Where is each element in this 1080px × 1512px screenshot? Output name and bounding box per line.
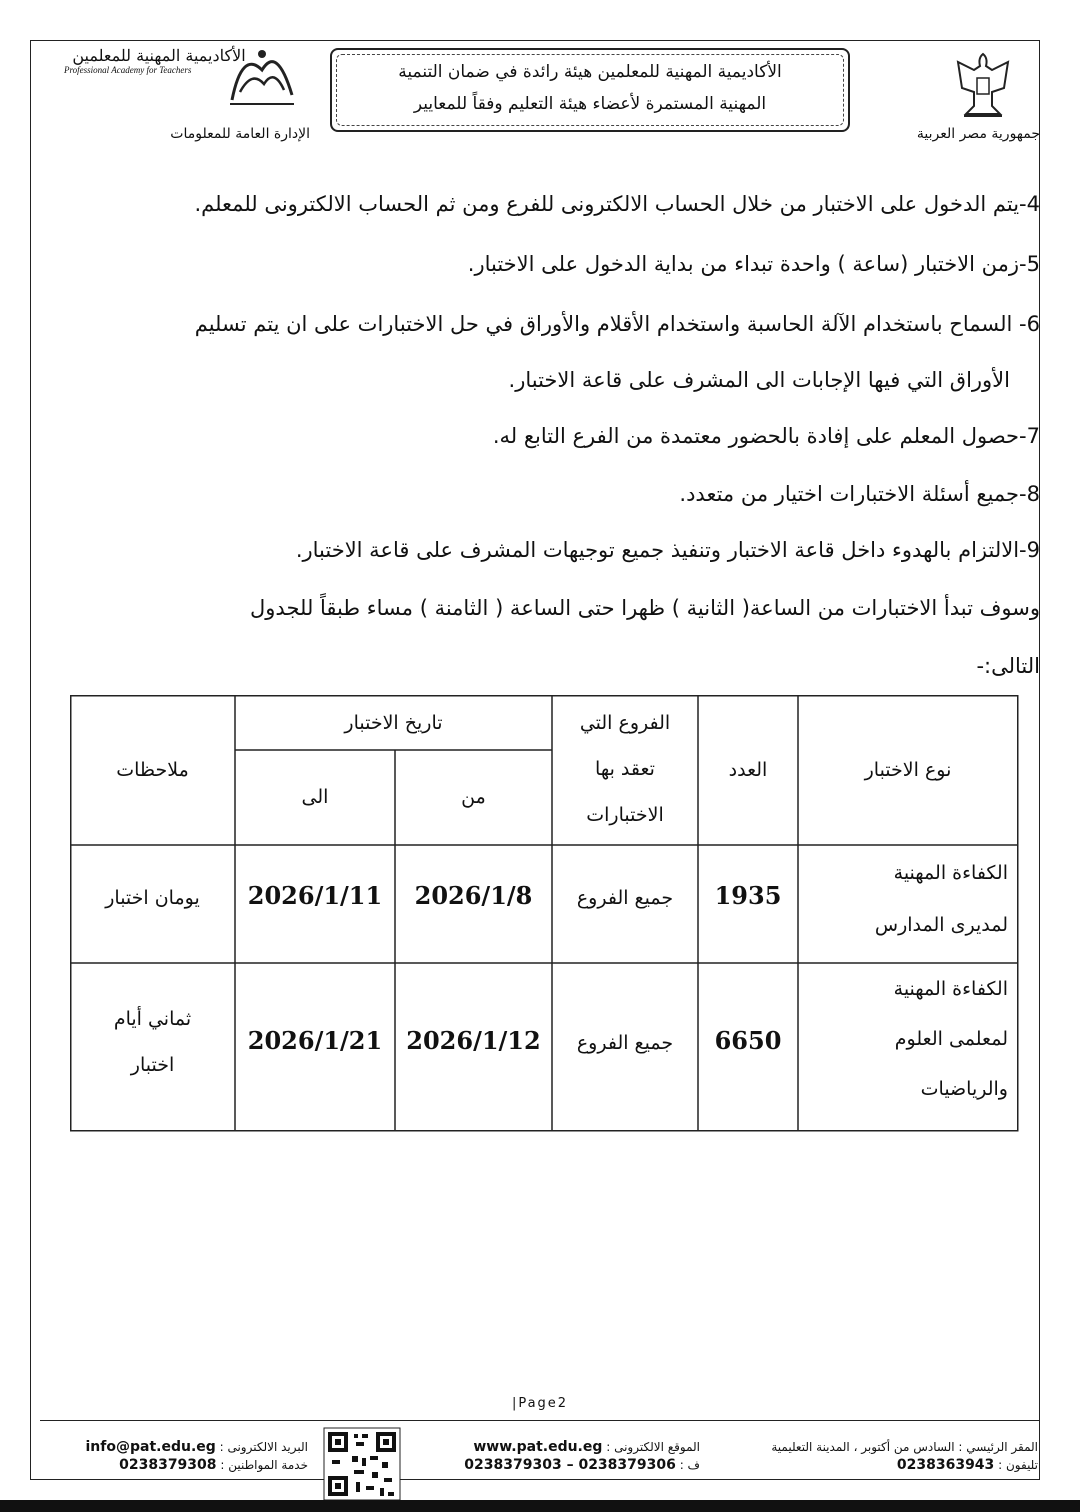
rule-6-line-1: 6- السماح باستخدام الآلة الحاسبة واستخدام الأقلام والأوراق في حل الاختبارات على ان يتم تسليم <box>194 312 1040 336</box>
department-name: الإدارة العامة للمعلومات <box>170 126 310 142</box>
motto-line-2: المهنية المستمرة لأعضاء هيئة التعليم وفقاً للمعايير <box>413 94 767 114</box>
row1-type-line-2: لمديرى المدارس <box>874 914 1008 936</box>
row2-branches: جميع الفروع <box>576 1032 674 1054</box>
header-branches-line-2: تعقد بها <box>595 758 655 780</box>
header-exam-type: نوع الاختبار <box>864 759 952 781</box>
row2-to-date: 2026/1/21 <box>247 1026 383 1055</box>
row1-count: 1935 <box>714 881 782 910</box>
footer-email-label: البريد الالكترونى : <box>219 1440 308 1454</box>
row2-count: 6650 <box>714 1026 782 1055</box>
row1-branches: جميع الفروع <box>576 887 674 909</box>
footer-fax-block <box>464 1456 700 1475</box>
footer-phone: 0238363943 <box>896 1457 995 1473</box>
page-number: |Page2 <box>511 1396 569 1411</box>
row2-type-line-1: الكفاءة المهنية <box>893 978 1008 1000</box>
footer-phone-block <box>897 1456 1038 1475</box>
exam-schedule-table <box>70 695 1020 1132</box>
row2-notes-line-1: ثماني أيام <box>113 1008 192 1030</box>
footer-hq: المقر الرئيسي : السادس من أكتوبر ، المدينة التعليمية <box>771 1440 1038 1454</box>
row1-from-date: 2026/1/8 <box>414 881 533 910</box>
row2-from-date: 2026/1/12 <box>406 1026 541 1055</box>
row2-notes-line-2: اختبار <box>130 1054 175 1076</box>
schedule-text-line-2: التالى:- <box>976 654 1040 678</box>
footer-email-link[interactable]: info@pat.edu.eg <box>85 1439 216 1455</box>
row2-type-line-2: لمعلمى العلوم <box>894 1028 1008 1050</box>
country-name: جمهورية مصر العربية <box>916 126 1040 142</box>
academy-seal-icon <box>222 40 302 110</box>
motto-line-1: الأكاديمية المهنية للمعلمين هيئة رائدة في ضمان التنمية <box>398 62 782 82</box>
logo-english: Professional Academy for Teachers <box>64 65 192 75</box>
header-to: الى <box>301 786 329 808</box>
header-branches-line-3: الاختبارات <box>586 804 664 826</box>
rule-7: 7-حصول المعلم على إفادة بالحضور معتمدة من الفرع التابع له. <box>492 424 1040 448</box>
motto-box <box>330 48 850 132</box>
header-notes: ملاحظات <box>116 759 189 781</box>
footer-citizen-block <box>119 1456 308 1475</box>
rule-9: 9-الالتزام بالهدوء داخل قاعة الاختبار وتنفيذ جميع توجيهات المشرف على قاعة الاختبار. <box>295 538 1040 562</box>
row1-type-line-1: الكفاءة المهنية <box>893 862 1008 884</box>
header-count: العدد <box>728 759 768 781</box>
header-exam-date: تاريخ الاختبار <box>344 712 443 734</box>
footer-website-link[interactable]: www.pat.edu.eg <box>473 1439 603 1455</box>
footer-email-block <box>86 1438 309 1457</box>
schedule-text-line-1: وسوف تبدأ الاختبارات من الساعة( الثانية ) ظهرا حتى الساعة ( الثامنة ) مساء طبقاً للجدول <box>250 596 1040 620</box>
rule-8: 8-جميع أسئلة الاختبارات اختيار من متعدد. <box>679 482 1040 506</box>
logo-arabic: الأكاديمية المهنية للمعلمين <box>72 46 246 65</box>
rule-5: 5-زمن الاختبار (ساعة ) واحدة تبداء من بداية الدخول على الاختبار. <box>467 252 1040 276</box>
qr-code-icon <box>322 1426 402 1502</box>
scan-bottom-edge <box>0 1500 1080 1512</box>
footer-fax: 0238379306 – 0238379303 <box>464 1457 676 1473</box>
footer-divider <box>40 1420 1040 1421</box>
footer-website-block <box>473 1438 700 1457</box>
row1-notes: يومان اختبار <box>105 887 200 909</box>
rule-4: 4-يتم الدخول على الاختبار من خلال الحساب الالكترونى للفرع ومن ثم الحساب الالكترونى للمعلم. <box>194 192 1040 216</box>
header-branches-line-1: الفروع التي <box>579 712 671 734</box>
footer-fax-label: ف : <box>679 1458 700 1472</box>
rule-6-line-2: الأوراق التي فيها الإجابات الى المشرف على قاعة الاختبار. <box>508 368 1010 392</box>
row1-to-date: 2026/1/11 <box>247 881 383 910</box>
footer-citizen-label: خدمة المواطنين : <box>220 1458 308 1472</box>
egypt-eagle-emblem-icon <box>948 48 1018 122</box>
row2-type-line-3: والرياضيات <box>920 1078 1008 1100</box>
footer-citizen-phone: 0238379308 <box>119 1457 217 1473</box>
footer-phone-label: تليفون : <box>998 1458 1038 1472</box>
footer-website-label: الموقع الالكترونى : <box>606 1440 700 1454</box>
header-from: من <box>461 786 486 808</box>
